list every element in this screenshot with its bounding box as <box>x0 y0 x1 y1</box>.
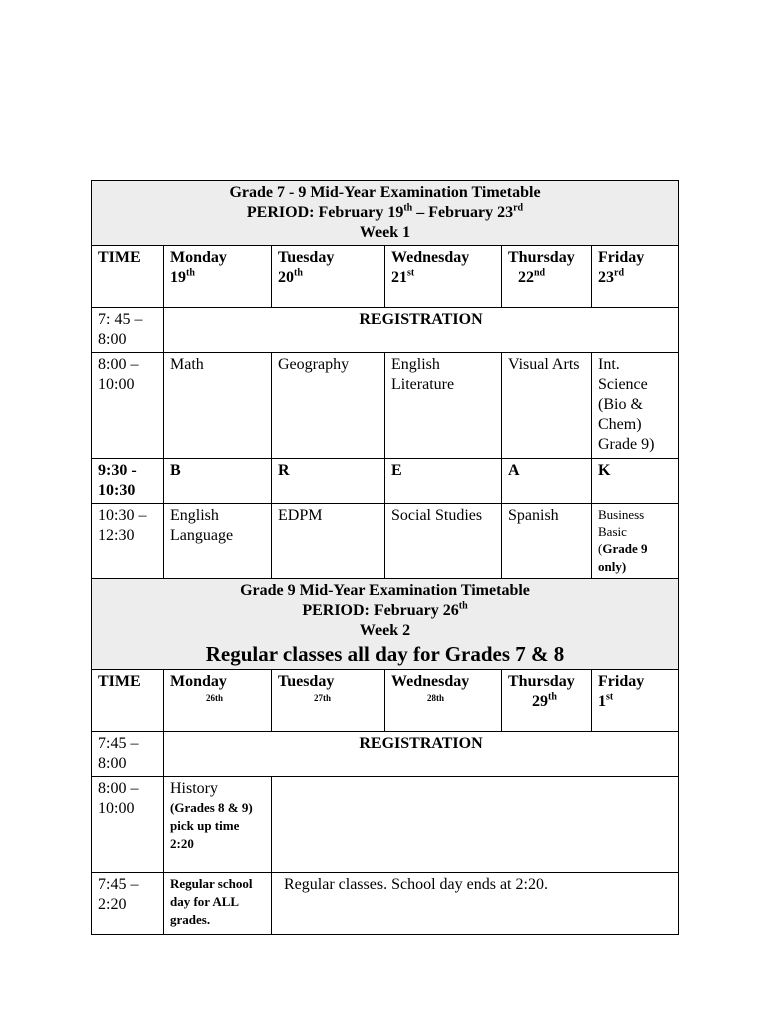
exam-subject: History <box>170 780 218 797</box>
history-cell <box>164 777 272 873</box>
break-letter: B <box>164 459 272 504</box>
empty-cell <box>272 777 679 873</box>
exam-timetable <box>91 180 679 935</box>
exam-subject: EDPM <box>272 504 385 579</box>
registration-label: REGISTRATION <box>164 732 679 777</box>
regular-classes-text: Regular classes. School day ends at 2:20. <box>272 873 679 935</box>
session1-time: 8:00 – 10:00 <box>92 353 164 459</box>
day-header-thursday: Thursday 22nd <box>502 246 592 308</box>
exam-subject: English Literature <box>385 353 502 459</box>
break-letter: E <box>385 459 502 504</box>
day-header-tuesday: Tuesday 20th <box>272 246 385 308</box>
history-note: (Grades 8 & 9) pick up time 2:20 <box>170 800 253 851</box>
week1-header <box>92 181 679 246</box>
exam-subject: Geography <box>272 353 385 459</box>
exam-subject: Math <box>164 353 272 459</box>
day-header-monday: Monday 26th <box>164 670 272 732</box>
time-header: TIME <box>92 670 164 732</box>
break-letter: R <box>272 459 385 504</box>
history-time: 8:00 – 10:00 <box>92 777 164 873</box>
week2-label: Week 2 <box>359 622 411 639</box>
registration-label: REGISTRATION <box>164 308 679 353</box>
exam-subject: Int. Science (Bio & Chem) Grade 9) <box>592 353 679 459</box>
break-letter: K <box>592 459 679 504</box>
registration-time: 7:45 – 8:00 <box>92 732 164 777</box>
break-time: 9:30 - 10:30 <box>92 459 164 504</box>
day-header-tuesday: Tuesday 27th <box>272 670 385 732</box>
week1-period: PERIOD: February 19th – February 23rd <box>246 202 524 221</box>
day-header-monday: Monday 19th <box>164 246 272 308</box>
regular-time: 7:45 – 2:20 <box>92 873 164 935</box>
regular-monday-note: Regular school day for ALL grades. <box>164 873 272 935</box>
week2-period: PERIOD: February 26th <box>302 600 468 619</box>
exam-subject: English Language <box>164 504 272 579</box>
week1-label: Week 1 <box>359 224 411 241</box>
registration-time: 7: 45 – 8:00 <box>92 308 164 353</box>
week2-notice: Regular classes all day for Grades 7 & 8 <box>205 642 565 666</box>
day-header-thursday: Thursday 29th <box>502 670 592 732</box>
exam-subject-business: Business Basic (Grade 9 only) <box>592 504 679 579</box>
week2-header <box>92 579 679 670</box>
time-header: TIME <box>92 246 164 308</box>
day-header-wednesday: Wednesday 21st <box>385 246 502 308</box>
day-header-friday: Friday 23rd <box>592 246 679 308</box>
break-letter: A <box>502 459 592 504</box>
day-header-friday: Friday 1st <box>592 670 679 732</box>
day-header-wednesday: Wednesday 28th <box>385 670 502 732</box>
week2-title: Grade 9 Mid-Year Examination Timetable <box>240 582 530 599</box>
exam-subject: Social Studies <box>385 504 502 579</box>
exam-subject: Visual Arts <box>502 353 592 459</box>
exam-subject: Spanish <box>502 504 592 579</box>
session2-time: 10:30 – 12:30 <box>92 504 164 579</box>
week1-title: Grade 7 - 9 Mid-Year Examination Timetable <box>229 184 541 201</box>
